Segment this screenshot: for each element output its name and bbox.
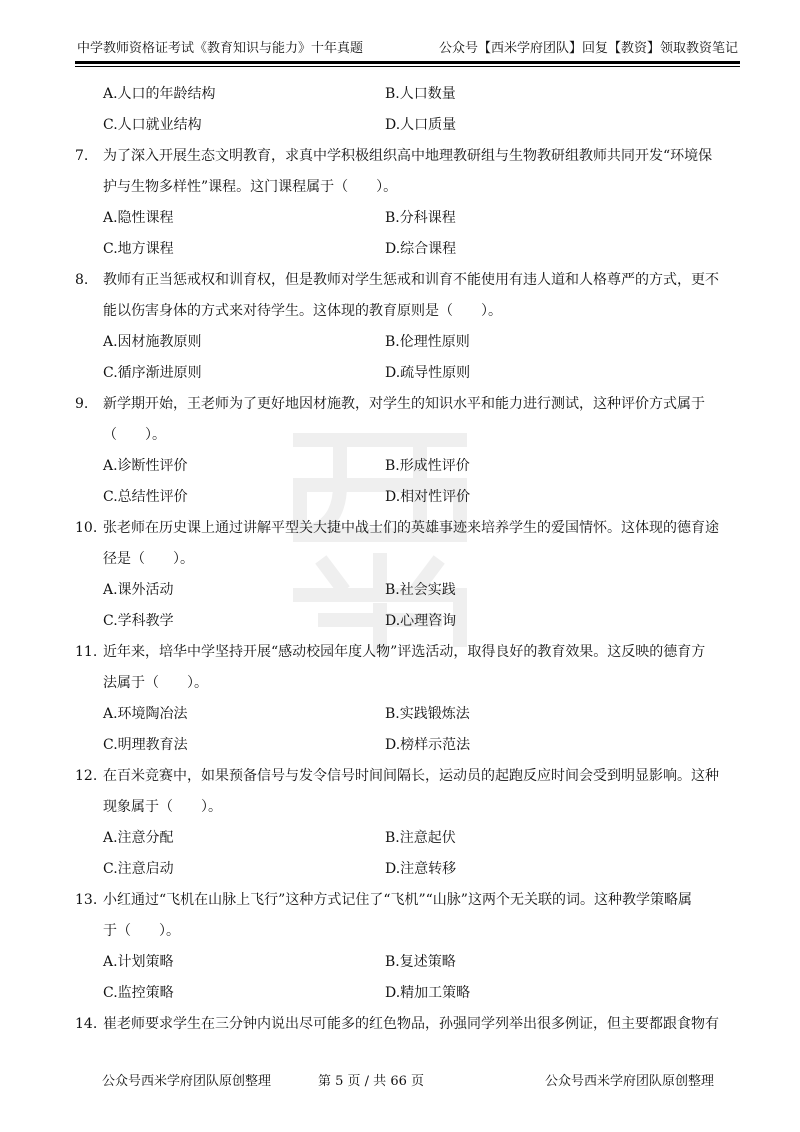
option: B.人口数量: [385, 86, 456, 102]
header-rule: [75, 61, 740, 64]
question-number: 9.: [75, 396, 89, 412]
option: A.人口的年龄结构: [103, 86, 216, 102]
questions: [75, 141, 745, 1040]
option: D.心理咨询: [385, 613, 457, 629]
option: C.注意启动: [103, 861, 174, 877]
option-row: [75, 823, 745, 854]
question-number: 13.: [75, 892, 98, 908]
option: A.注意分配: [103, 830, 174, 846]
question-number: 7.: [75, 148, 89, 164]
option: A.计划策略: [103, 954, 174, 970]
option: C.循序渐进原则: [103, 365, 202, 381]
option: B.伦理性原则: [385, 334, 470, 350]
question-text: 教师有正当惩戒权和训育权，但是教师对学生惩戒和训育不能使用有违人道和人格尊严的方式，更不: [103, 272, 719, 288]
question-8: [75, 265, 745, 389]
question-text: 在百米竞赛中，如果预备信号与发令信号时间间隔长，运动员的起跑反应时间会受到明显影响。这种: [103, 768, 719, 784]
option: B.复述策略: [385, 954, 456, 970]
option-row: [75, 79, 745, 110]
option: C.学科教学: [103, 613, 174, 629]
option: D.相对性评价: [385, 489, 471, 505]
question-text: 护与生物多样性”课程。这门课程属于（ ）。: [103, 179, 398, 195]
question-text: 崔老师要求学生在三分钟内说出尽可能多的红色物品，孙强同学列举出很多例证，但主要都跟食物有: [103, 1016, 719, 1032]
option: C.人口就业结构: [103, 117, 202, 133]
question-number: 10.: [75, 520, 98, 536]
question-stem-line: [75, 1009, 745, 1040]
option-row: [75, 606, 745, 637]
option: B.注意起伏: [385, 830, 456, 846]
option: A.诊断性评价: [103, 458, 188, 474]
question-stem-line: [75, 265, 745, 296]
option-row: [75, 110, 745, 141]
question-9: [75, 389, 745, 513]
header-promo: 公众号【西米学府团队】回复【教资】领取教资笔记: [438, 41, 738, 56]
option: B.社会实践: [385, 582, 456, 598]
option: D.榜样示范法: [385, 737, 471, 753]
question-number: 12.: [75, 768, 98, 784]
option: D.综合课程: [385, 241, 457, 257]
option-row: [75, 203, 745, 234]
question-number: 8.: [75, 272, 89, 288]
option-row: [75, 482, 745, 513]
option-row: [75, 978, 745, 1009]
question-stem-line: [75, 885, 745, 916]
question-text: 小红通过“飞机在山脉上飞行”这种方式记住了“飞机”“山脉”这两个无关联的词。这种教学策略属: [103, 892, 692, 908]
question-7: [75, 141, 745, 265]
question-text: 于（ ）。: [103, 923, 180, 939]
question-stem-line: [75, 761, 745, 792]
option-row: [75, 730, 745, 761]
question-10: [75, 513, 745, 637]
option: C.地方课程: [103, 241, 174, 257]
question-number: 11.: [75, 644, 98, 660]
option-row: [75, 854, 745, 885]
option-row: [75, 327, 745, 358]
page-number: 第 5 页 / 共 66 页: [318, 1074, 424, 1089]
header-title: 中学教师资格证考试《教育知识与能力》十年真题: [77, 41, 364, 56]
option: A.隐性课程: [103, 210, 174, 226]
option-row: [75, 947, 745, 978]
option: B.形成性评价: [385, 458, 470, 474]
option: D.注意转移: [385, 861, 457, 877]
option: D.疏导性原则: [385, 365, 471, 381]
question-text: 能以伤害身体的方式来对待学生。这体现的教育原则是（ ）。: [103, 303, 502, 319]
option: A.课外活动: [103, 582, 174, 598]
question-text: （ ）。: [103, 427, 166, 443]
option-row: [75, 699, 745, 730]
question-number: 14.: [75, 1016, 98, 1032]
question-14: [75, 1009, 745, 1040]
question-text: 为了深入开展生态文明教育，求真中学积极组织高中地理教研组与生物教研组教师共同开发“环境保: [103, 148, 713, 164]
question-stem-line: [75, 637, 745, 668]
question-11: [75, 637, 745, 761]
footer-right: 公众号西米学府团队原创整理: [545, 1074, 715, 1089]
option: C.监控策略: [103, 985, 174, 1001]
question-stem-line: [75, 141, 745, 172]
header-rule-thin: [75, 66, 740, 67]
question-stem-line: [75, 389, 745, 420]
question-12: [75, 761, 745, 885]
option: B.分科课程: [385, 210, 456, 226]
option-row: [75, 358, 745, 389]
option: C.明理教育法: [103, 737, 188, 753]
question-text: 法属于（ ）。: [103, 675, 208, 691]
option-row: [75, 451, 745, 482]
question-text: 现象属于（ ）。: [103, 799, 222, 815]
question-text: 张老师在历史课上通过讲解平型关大捷中战士们的英雄事迹来培养学生的爱国情怀。这体现的德育途: [103, 520, 719, 536]
footer-left: 公众号西米学府团队原创整理: [102, 1074, 272, 1089]
option: D.精加工策略: [385, 985, 471, 1001]
option: A.因材施教原则: [103, 334, 202, 350]
option: A.环境陶冶法: [103, 706, 188, 722]
question-list: [75, 79, 745, 1040]
question-text: 径是（ ）。: [103, 551, 194, 567]
question-stem-line: [75, 513, 745, 544]
option: C.总结性评价: [103, 489, 188, 505]
option-row: [75, 575, 745, 606]
question-text: 近年来，培华中学坚持开展“感动校园年度人物”评选活动，取得良好的教育效果。这反映的德育方: [103, 644, 706, 660]
option-row: [75, 234, 745, 265]
question-13: [75, 885, 745, 1009]
question-text: 新学期开始，王老师为了更好地因材施教，对学生的知识水平和能力进行测试，这种评价方式属于: [103, 396, 705, 412]
option: B.实践锻炼法: [385, 706, 470, 722]
option: D.人口质量: [385, 117, 457, 133]
